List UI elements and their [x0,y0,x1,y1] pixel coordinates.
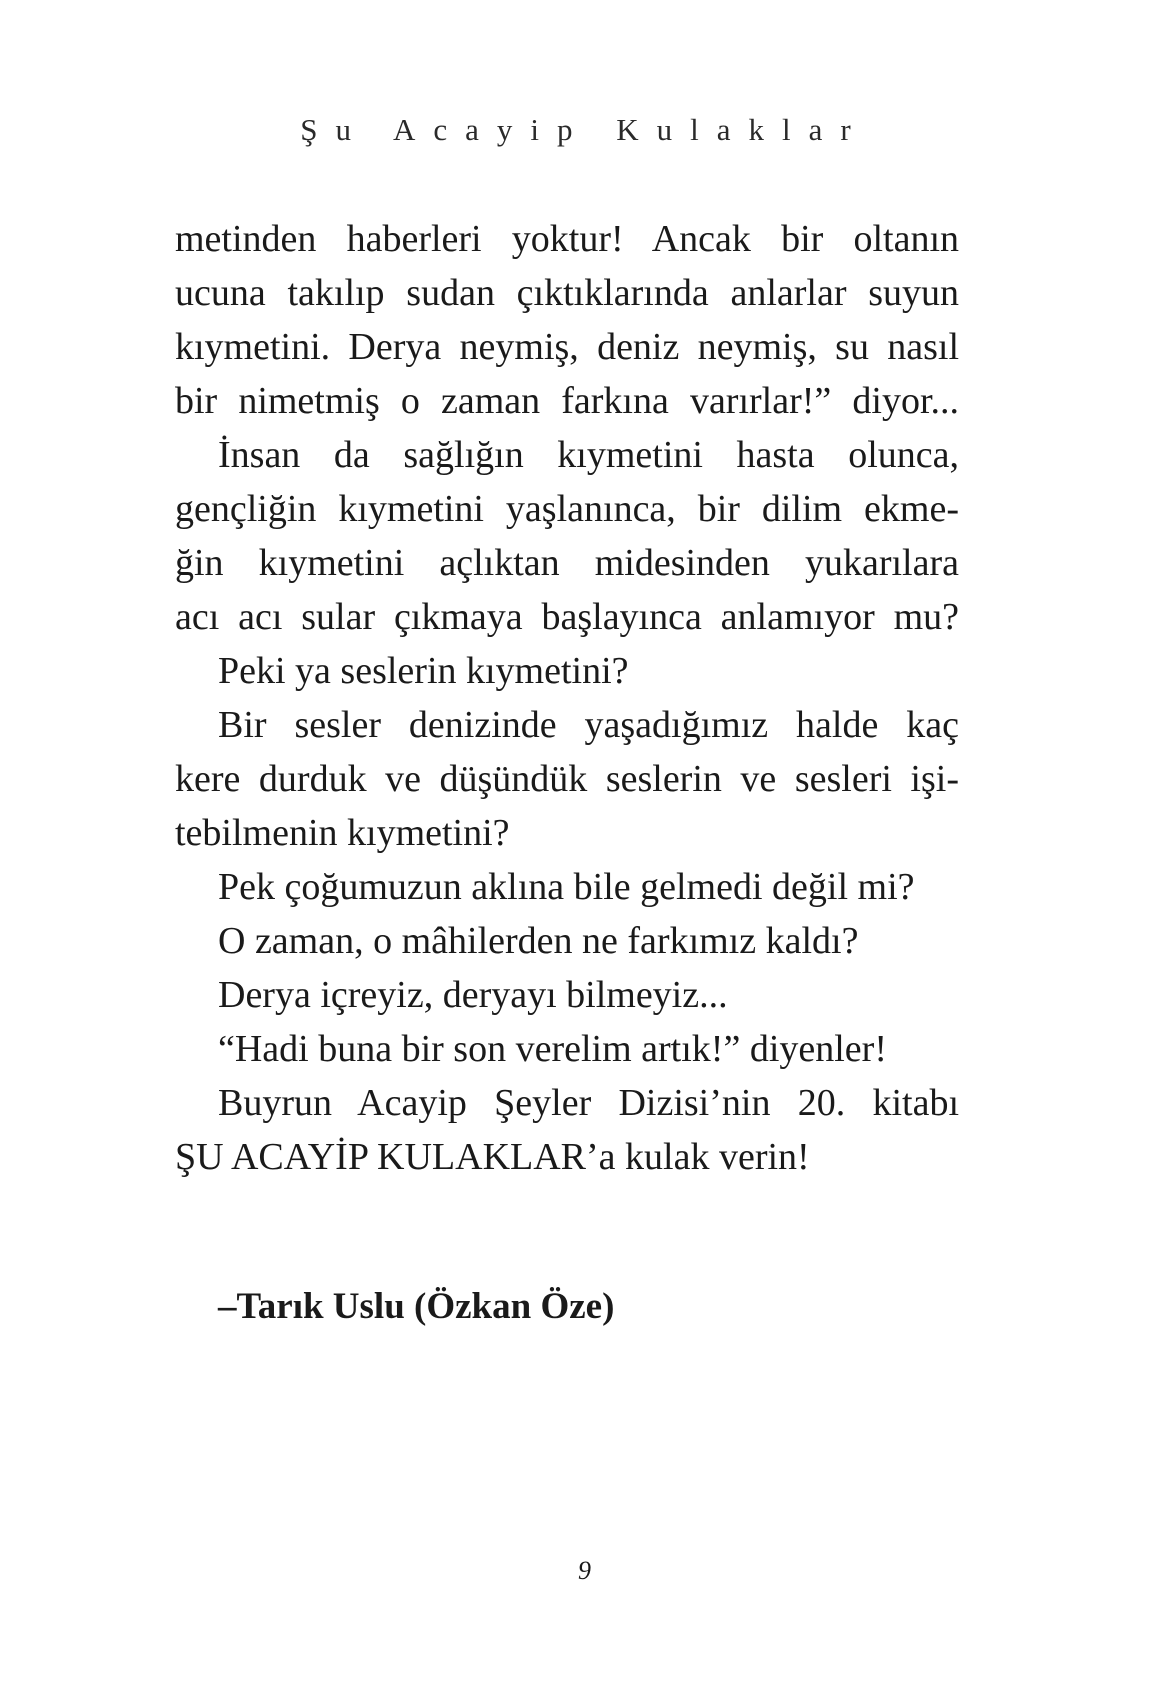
text-line: tebilmenin kıymetini? [175,812,510,854]
text-line: bir nimetmiş o zaman farkına varırlar!” diyor... [175,380,959,422]
text-line: kere durduk ve düşündük seslerin ve sesleri işi- [175,758,959,800]
text-line: O zaman, o mâhilerden ne farkımız kaldı? [218,920,859,962]
text-line: gençliğin kıymetini yaşlanınca, bir dilim ekme- [175,488,959,530]
text-line: Pek çoğumuzun aklına bile gelmedi değil mi? [218,866,915,908]
page-number: 9 [578,1556,591,1585]
text-line: İnsan da sağlığın kıymetini hasta olunca, [218,434,959,476]
text-line: Derya içreyiz, deryayı bilmeyiz... [218,974,728,1016]
text-line: metinden haberleri yoktur! Ancak bir oltanın [175,218,959,260]
text-line: acı acı sular çıkmaya başlayınca anlamıyor mu? [175,596,959,638]
text-line: ucuna takılıp sudan çıktıklarında anlarlar suyun [175,272,959,314]
text-line: kıymetini. Derya neymiş, deniz neymiş, su nasıl [175,326,959,368]
running-header: Şu Acayip Kulaklar [300,112,869,147]
body-text [175,212,959,1184]
text-line: Bir sesler denizinde yaşadığımız halde kaç [218,704,959,746]
text-line: Peki ya seslerin kıymetini? [218,650,629,692]
text-line: Buyrun Acayip Şeyler Dizisi’nin 20. kitabı [218,1082,959,1124]
text-line: ğin kıymetini açlıktan midesinden yukarılara [175,542,959,584]
text-line: ŞU ACAYİP KULAKLAR’a kulak verin! [175,1136,810,1178]
author-signature: –Tarık Uslu (Özkan Öze) [218,1286,615,1327]
text-line: “Hadi buna bir son verelim artık!” diyenler! [218,1028,887,1070]
